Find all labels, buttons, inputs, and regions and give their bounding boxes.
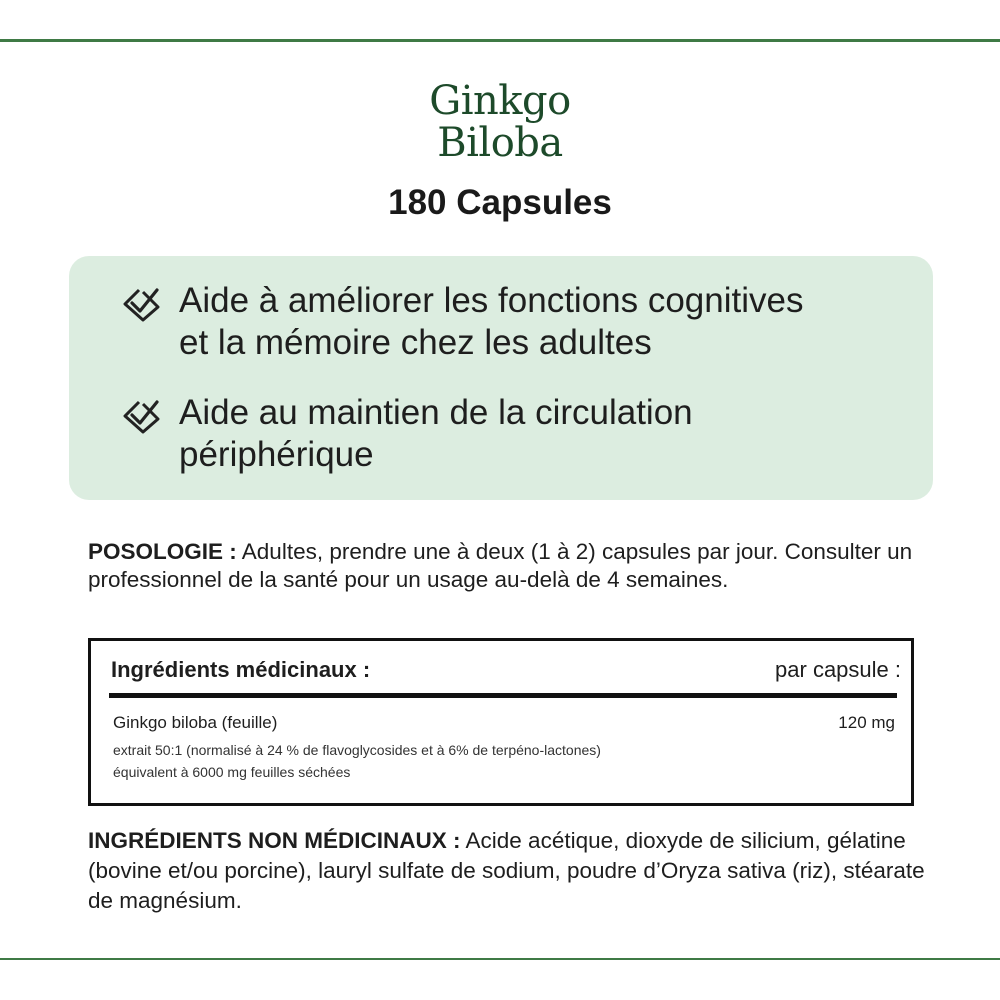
table-header-divider	[109, 693, 897, 698]
claim-line2: et la mémoire chez les adultes	[179, 323, 652, 362]
posologie-paragraph	[88, 538, 928, 594]
check-diamond-icon	[121, 396, 161, 434]
ingredient-quantity: 120 mg	[838, 713, 895, 732]
ingredient-detail-equivalent: équivalent à 6000 mg feuilles séchées	[113, 764, 351, 780]
claim-line1: Aide à améliorer les fonctions cognitives	[179, 281, 804, 320]
bottom-divider	[0, 958, 1000, 960]
non-medicinal-text: Acide acétique, dioxyde de silicium, gélatine (bovine et/ou porcine), lauryl sulfate de sodium, poudre d’Oryza sativa (riz), stéarate de magnésium.	[88, 828, 925, 913]
claim-line2: périphérique	[179, 435, 374, 474]
posologie-label: POSOLOGIE :	[88, 539, 237, 564]
ingredient-detail-extract: extrait 50:1 (normalisé à 24 % de flavoglycosides et à 6% de terpéno-lactones)	[113, 742, 601, 758]
per-capsule-header: par capsule :	[775, 657, 901, 682]
claim-item	[121, 280, 911, 364]
ingredient-name: Ginkgo biloba (feuille)	[113, 713, 278, 732]
check-diamond-icon	[121, 284, 161, 322]
non-medicinal-label: INGRÉDIENTS NON MÉDICINAUX :	[88, 828, 461, 853]
capsule-count: 180 Capsules	[388, 183, 612, 222]
product-name-line2: Biloba	[437, 120, 563, 166]
non-medicinal-paragraph	[88, 826, 928, 916]
claims-panel	[69, 256, 933, 500]
top-divider	[0, 39, 1000, 42]
product-name	[0, 80, 1000, 164]
product-name-line1: Ginkgo	[429, 78, 571, 124]
claim-line1: Aide au maintien de la circulation	[179, 393, 693, 432]
medicinal-header: Ingrédients médicinaux :	[111, 657, 371, 682]
claim-item	[121, 392, 911, 476]
medicinal-ingredients-table	[88, 638, 914, 806]
posologie-text: Adultes, prendre une à deux (1 à 2) capsules par jour. Consulter un professionnel de la santé pour un usage au-delà de 4 semaines.	[88, 539, 913, 592]
